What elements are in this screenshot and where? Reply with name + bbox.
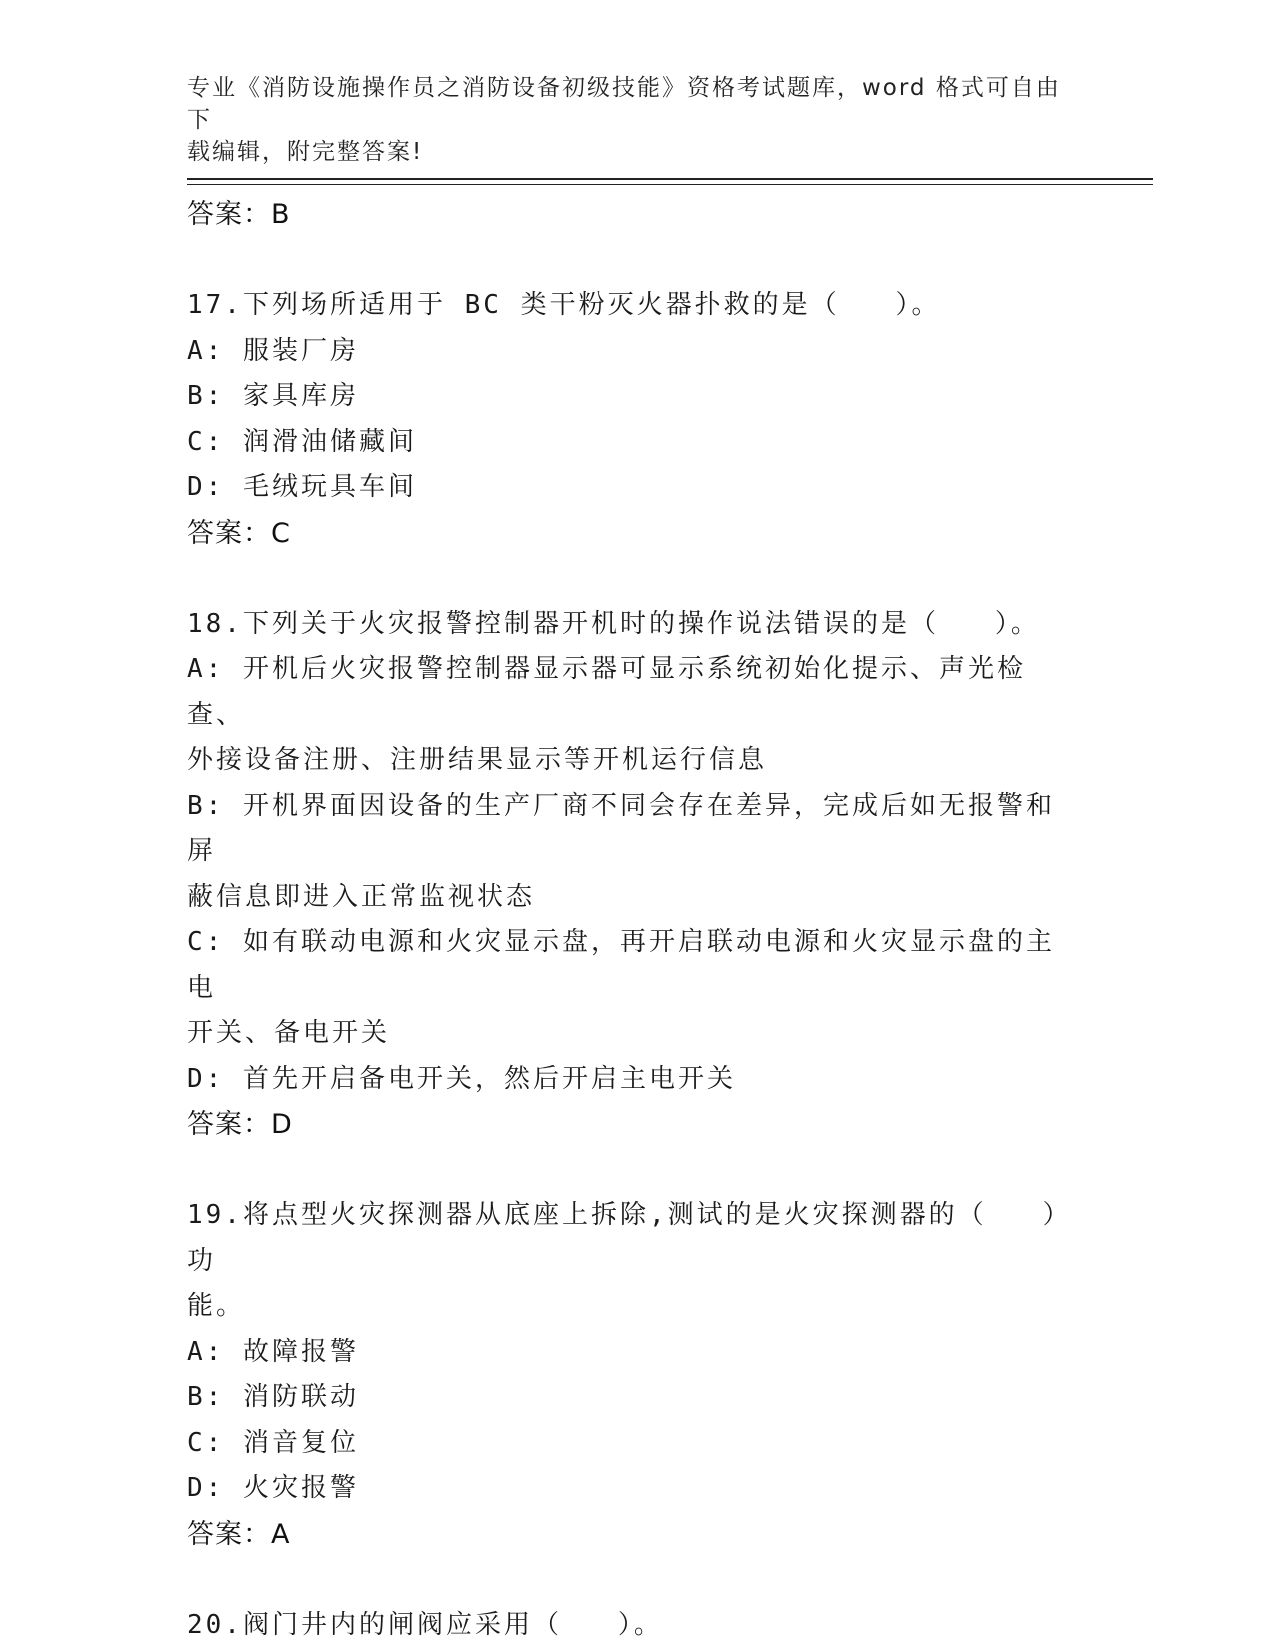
question-block <box>187 602 1077 1194</box>
option-text: D: 首先开启备电开关，然后开启主电开关 <box>187 1063 736 1094</box>
spacer <box>187 238 1077 284</box>
document-header <box>187 72 1067 168</box>
option-text: B: 消防联动 <box>187 1382 359 1412</box>
header-rule-thick <box>187 178 1153 180</box>
spacer <box>187 556 1077 602</box>
header-line-2: 载编辑，附完整答案! <box>187 139 424 165</box>
option-text: 外接设备注册、注册结果显示等开机运行信息 <box>187 745 768 775</box>
question-stem: 能。 <box>187 1291 246 1321</box>
option-text: C: 消音复位 <box>187 1427 359 1458</box>
spacer <box>187 1148 1077 1194</box>
answer-text: 答案：C <box>187 517 291 549</box>
option-text: C: 如有联动电源和火灾显示盘，再开启联动电源和火灾显示盘的主电 <box>187 927 1055 1003</box>
option-text: B: 家具库房 <box>187 381 359 411</box>
option-text: 开关、备电开关 <box>187 1018 391 1048</box>
header-rule-thin <box>187 184 1153 185</box>
option-text: A: 服装厂房 <box>187 335 359 366</box>
spacer <box>187 1557 1077 1603</box>
question-block <box>187 1603 1077 1649</box>
question-list <box>187 192 1077 1648</box>
questions-container <box>187 283 1077 1648</box>
question-block <box>187 283 1077 602</box>
answer-text: 答案：D <box>187 1109 293 1140</box>
option-text: B: 开机界面因设备的生产厂商不同会存在差异，完成后如无报警和屏 <box>187 790 1055 866</box>
option-text: D: 毛绒玩具车间 <box>187 472 417 502</box>
previous-answer: 答案：B <box>187 199 291 230</box>
option-text: D: 火灾报警 <box>187 1473 359 1503</box>
question-stem: 19.将点型火灾探测器从底座上拆除,测试的是火灾探测器的（ ）功 <box>187 1200 1072 1276</box>
option-text: 蔽信息即进入正常监视状态 <box>187 881 536 912</box>
question-block <box>187 1193 1077 1603</box>
option-text: C: 润滑油储藏间 <box>187 426 417 457</box>
answer-text: 答案：A <box>187 1518 291 1550</box>
question-stem: 17.下列场所适用于 BC 类干粉灭火器扑救的是（ ）。 <box>187 290 941 320</box>
option-text: A: 开机后火灾报警控制器显示器可显示系统初始化提示、声光检查、 <box>187 654 1026 730</box>
option-text: A: 故障报警 <box>187 1336 359 1367</box>
question-stem: 20.阀门井内的闸阀应采用（ ）。 <box>187 1609 663 1640</box>
header-line-1: 专业《消防设施操作员之消防设备初级技能》资格考试题库，word 格式可自由下 <box>187 75 1061 133</box>
question-stem: 18.下列关于火灾报警控制器开机时的操作说法错误的是（ ）。 <box>187 608 1040 639</box>
